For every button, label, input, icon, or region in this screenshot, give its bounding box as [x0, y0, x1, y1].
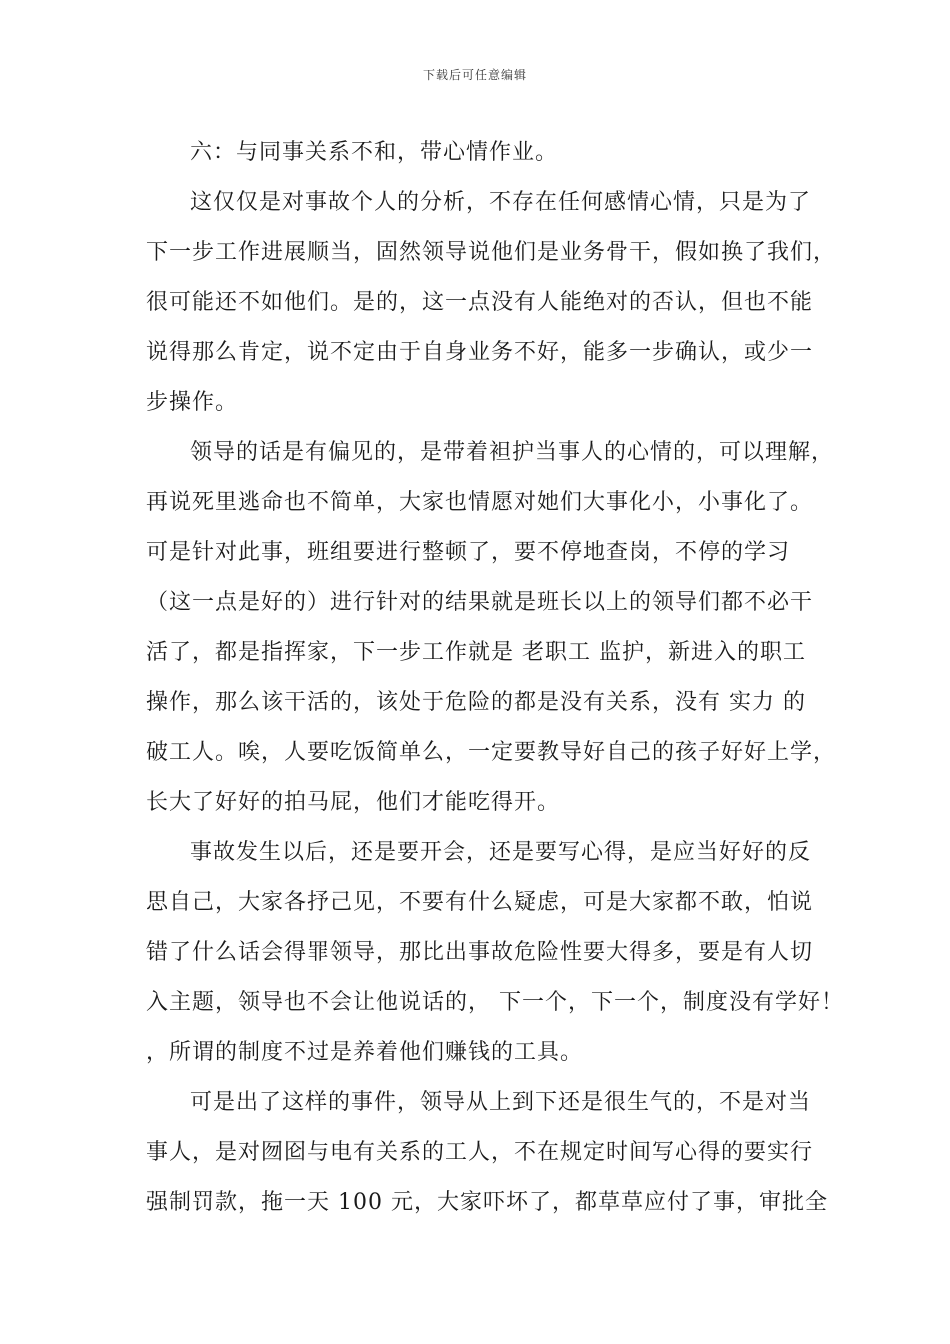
- text-line: 长大了好好的拍马屁，他们才能吃得开。: [146, 790, 561, 815]
- text-line: 下一步工作进展顺当，固然领导说他们是业务骨干，假如换了我们，: [146, 240, 837, 265]
- text-line: 事人，是对囫囵与电有关系的工人，不在规定时间写心得的要实行: [146, 1140, 814, 1165]
- text-line: 错了什么话会得罪领导，那比出事故危险性要大得多，要是有人切: [146, 940, 814, 965]
- text-line: （这一点是好的）进行针对的结果就是班长以上的领导们都不必干: [146, 590, 814, 615]
- text-line: 六：与同事关系不和，带心情作业。: [190, 140, 559, 165]
- text-line: 这仅仅是对事故个人的分析，不存在任何感情心情，只是为了: [190, 190, 812, 215]
- text-line: 可是针对此事，班组要进行整顿了，要不停地查岗，不停的学习: [146, 540, 791, 565]
- text-line: 入主题，领导也不会让他说话的， 下一个，下一个，制度没有学好！: [146, 990, 844, 1015]
- document-body: [146, 128, 844, 1228]
- text-line: 思自己，大家各抒己见，不要有什么疑虑，可是大家都不敢，怕说: [146, 890, 814, 915]
- text-line: 操作，那么该干活的，该处于危险的都是没有关系，没有 实力 的: [146, 690, 806, 715]
- text-line: 说得那么肯定，说不定由于自身业务不好，能多一步确认，或少一: [146, 340, 814, 365]
- text-line: 很可能还不如他们。是的，这一点没有人能绝对的否认，但也不能: [146, 290, 814, 315]
- text-line: 破工人。唉，人要吃饭简单么，一定要教导好自己的孩子好好上学，: [146, 740, 837, 765]
- text-line: 事故发生以后，还是要开会，还是要写心得，是应当好好的反: [190, 840, 812, 865]
- text-line: 强制罚款，拖一天 100 元，大家吓坏了，都草草应付了事，审批全: [146, 1190, 828, 1215]
- text-line: 再说死里逃命也不简单，大家也情愿对她们大事化小，小事化了。: [146, 490, 814, 515]
- text-line: ，所谓的制度不过是养着他们赚钱的工具。: [146, 1040, 584, 1065]
- page-header: 下载后可任意编辑: [422, 68, 527, 82]
- text-line: 活了，都是指挥家，下一步工作就是 老职工 监护，新进入的职工: [146, 640, 806, 665]
- text-line: 步操作。: [146, 390, 239, 415]
- text-line: 领导的话是有偏见的，是带着袒护当事人的心情的，可以理解，: [190, 440, 835, 465]
- text-line: 可是出了这样的事件，领导从上到下还是很生气的，不是对当: [190, 1090, 812, 1115]
